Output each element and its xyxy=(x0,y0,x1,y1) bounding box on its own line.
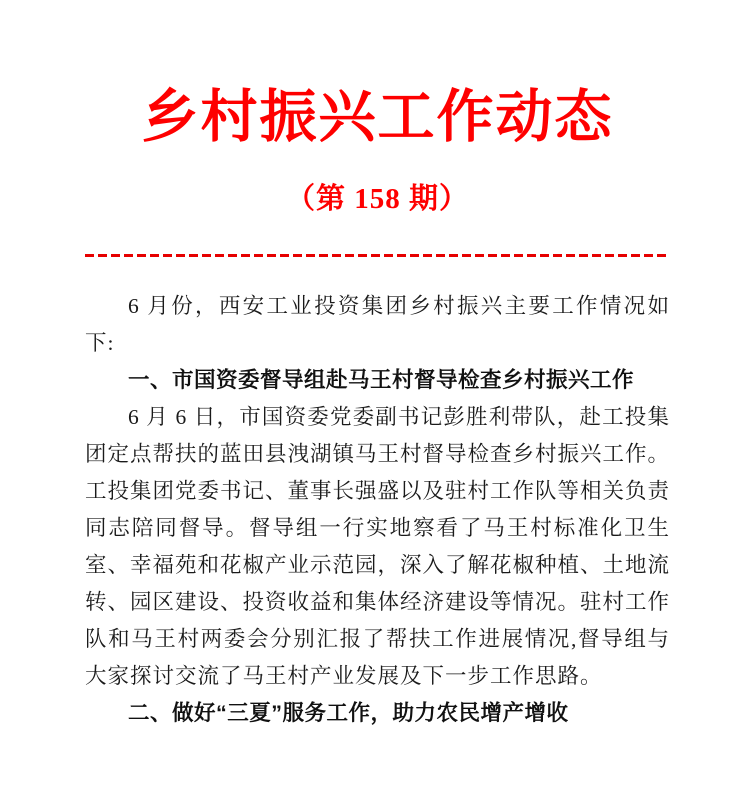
section-1-heading: 一、市国资委督导组赴马王村督导检查乡村振兴工作 xyxy=(128,368,635,393)
dashed-divider xyxy=(85,254,670,257)
document-title: 乡村振兴工作动态 xyxy=(141,86,614,149)
document-body xyxy=(85,288,670,732)
section-1-paragraph: 6 月 6 日，市国资委党委副书记彭胜利带队，赴工投集团定点帮扶的蓝田县洩湖镇马王村督导检查乡村振兴工作。工投集团党委书记、董事长强盛以及驻村工作队等相关负责同志陪同督导。督导组一行实地察看了马王村标准化卫生室、幸福苑和花椒产业示范园，深入了解花椒种植、土地流转、园区建设、投资收益和集体经济建设等情况。驻村工作队和马王村两委会分别汇报了帮扶工作进展情况,督导组与大家探讨交流了马王村产业发展及下一步工作思路。 xyxy=(85,405,671,689)
issue-number: （第 158 期） xyxy=(285,183,469,216)
section-2-heading: 二、做好“三夏”服务工作，助力农民增产增收 xyxy=(128,701,569,726)
intro-paragraph: 6 月份，西安工业投资集团乡村振兴主要工作情况如下: xyxy=(85,294,670,356)
